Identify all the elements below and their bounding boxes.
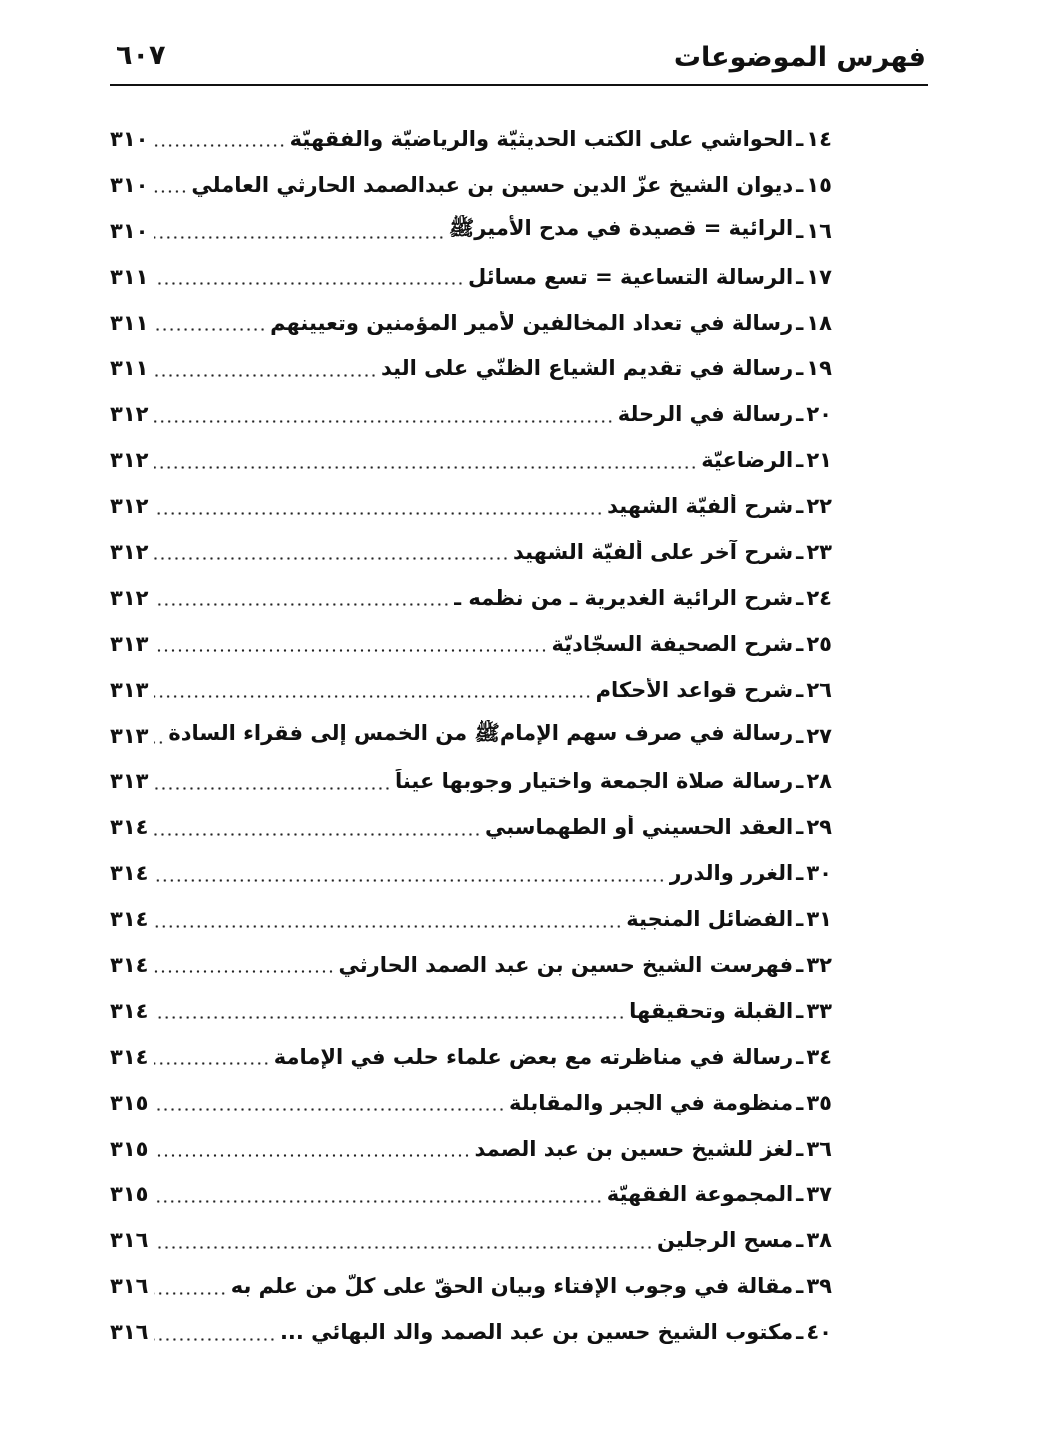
entry-page-number: ٣١٤ — [110, 815, 149, 840]
entry-page-number: ٣١٣ — [110, 677, 149, 702]
toc-entry — [110, 208, 832, 254]
entry-separator: ـ — [796, 769, 804, 794]
toc-entry — [110, 1126, 832, 1172]
entry-separator: ـ — [796, 448, 804, 473]
entry-number: ٣٠ — [806, 861, 832, 886]
entry-separator: ـ — [796, 1274, 804, 1299]
entry-number: ٢٦ — [806, 677, 832, 702]
entry-title: الرضاعيّة — [701, 448, 794, 473]
toc-entry — [110, 300, 832, 346]
entry-page-number: ٣١٣ — [110, 769, 149, 794]
dot-leader — [154, 1338, 276, 1341]
entry-separator: ـ — [796, 1182, 804, 1207]
entry-separator: ـ — [796, 861, 804, 886]
entry-title: رسالة في الرحلة — [617, 402, 794, 427]
toc-entry — [110, 345, 832, 391]
entry-number: ١٩ — [806, 356, 832, 381]
entry-number: ٣٦ — [806, 1136, 832, 1161]
entry-number: ٢٤ — [806, 585, 832, 610]
dot-leader — [154, 787, 391, 790]
dot-leader — [154, 190, 187, 193]
entry-number: ٢٧ — [806, 723, 832, 748]
entry-number: ٤٠ — [806, 1320, 832, 1345]
toc-entry — [110, 1217, 832, 1263]
entry-separator: ـ — [796, 631, 804, 656]
dot-leader — [154, 603, 450, 606]
dot-leader — [154, 970, 334, 973]
entry-page-number: ٣١٤ — [110, 907, 149, 932]
entry-page-number: ٣١٤ — [110, 1044, 149, 1069]
dot-leader — [154, 695, 592, 698]
entry-title: القبلة وتحقيقها — [629, 998, 794, 1023]
toc-entry — [110, 575, 832, 621]
entry-number: ٣٥ — [806, 1090, 832, 1115]
dot-leader — [154, 282, 464, 285]
toc-entry — [110, 162, 832, 208]
entry-page-number: ٣١٣ — [110, 723, 149, 748]
entry-number: ٣٨ — [806, 1228, 832, 1253]
entry-number: ٢٥ — [806, 631, 832, 656]
entry-page-number: ٣١٢ — [110, 494, 149, 519]
entry-number: ٢٢ — [806, 494, 832, 519]
entry-number: ٢٨ — [806, 769, 832, 794]
entry-page-number: ٣١٢ — [110, 539, 149, 564]
toc-entry — [110, 1080, 832, 1126]
entry-separator: ـ — [796, 677, 804, 702]
toc-entry — [110, 254, 832, 300]
toc-entry — [110, 1263, 832, 1309]
toc-entry — [110, 804, 832, 850]
entry-separator: ـ — [796, 1044, 804, 1069]
entry-separator: ـ — [796, 264, 804, 289]
entry-page-number: ٣١١ — [110, 264, 149, 289]
page-header — [110, 36, 928, 86]
dot-leader — [154, 236, 445, 239]
toc-entry — [110, 529, 832, 575]
toc-entry — [110, 942, 832, 988]
running-header-title: فهرس الموضوعات — [673, 42, 926, 73]
dot-leader — [154, 557, 509, 560]
entry-separator: ـ — [796, 952, 804, 977]
entry-number: ٣١ — [806, 907, 832, 932]
entry-number: ١٤ — [806, 126, 832, 151]
dot-leader — [154, 1154, 470, 1157]
entry-page-number: ٣١١ — [110, 310, 149, 335]
entry-title: رسالة في مناظرته مع بعض علماء حلب في الإمامة — [273, 1044, 794, 1069]
entry-title: رسالة صلاة الجمعة واختيار وجوبها عيناً — [394, 769, 794, 794]
entry-number: ٣٩ — [806, 1274, 832, 1299]
entry-title: الرائية = قصيدة في مدح الأميرﷺ — [448, 216, 794, 241]
entry-number: ٢١ — [806, 448, 832, 473]
entry-page-number: ٣١٦ — [110, 1274, 149, 1299]
dot-leader — [154, 1200, 603, 1203]
entry-title: شرح ألفيّة الشهيد — [607, 494, 794, 519]
entry-separator: ـ — [796, 1320, 804, 1345]
entry-separator: ـ — [796, 539, 804, 564]
entry-separator: ـ — [796, 1090, 804, 1115]
entry-separator: ـ — [796, 310, 804, 335]
dot-leader — [154, 1062, 270, 1065]
entry-number: ٢٠ — [806, 402, 832, 427]
dot-leader — [154, 1016, 625, 1019]
entry-separator: ـ — [796, 126, 804, 151]
toc-entry — [110, 1171, 832, 1217]
toc-entry — [110, 116, 832, 162]
entry-page-number: ٣١٠ — [110, 172, 149, 197]
dot-leader — [154, 328, 266, 331]
entry-title: شرح الرائية الغديرية ـ من نظمه ـ — [453, 585, 794, 610]
entry-title: المجموعة الفقهيّة — [606, 1182, 794, 1207]
dot-leader — [154, 466, 697, 469]
toc-entry — [110, 1034, 832, 1080]
dot-leader — [154, 649, 547, 652]
entry-separator: ـ — [796, 723, 804, 748]
toc-entry — [110, 850, 832, 896]
dot-leader — [154, 1108, 505, 1111]
entry-separator: ـ — [796, 402, 804, 427]
toc-entry — [110, 483, 832, 529]
entry-separator: ـ — [796, 907, 804, 932]
toc-entry — [110, 437, 832, 483]
toc-entry — [110, 988, 832, 1034]
entry-page-number: ٣١٠ — [110, 126, 149, 151]
entry-separator: ـ — [796, 494, 804, 519]
dot-leader — [154, 833, 481, 836]
toc-entry — [110, 621, 832, 667]
entry-page-number: ٣١٠ — [110, 218, 149, 243]
entry-page-number: ٣١٤ — [110, 861, 149, 886]
entry-number: ١٥ — [806, 172, 832, 197]
entry-page-number: ٣١١ — [110, 356, 149, 381]
entry-page-number: ٣١٥ — [110, 1182, 149, 1207]
entry-title: رسالة في صرف سهم الإمامﷺ من الخمس إلى فقراء السادة — [168, 721, 794, 746]
toc-entry — [110, 1309, 832, 1355]
entry-page-number: ٣١٦ — [110, 1320, 149, 1345]
entry-number: ٣٢ — [806, 952, 832, 977]
entry-separator: ـ — [796, 585, 804, 610]
entry-separator: ـ — [796, 218, 804, 243]
entry-title: فهرست الشيخ حسين بن عبد الصمد الحارثي — [338, 952, 794, 977]
entry-title: مقالة في وجوب الإفتاء وبيان الحقّ على كلّ من علم به — [230, 1274, 794, 1299]
entry-page-number: ٣١٤ — [110, 998, 149, 1023]
entry-title: الغرر والدرر — [669, 861, 794, 886]
entry-number: ٢٣ — [806, 539, 832, 564]
entry-title: ديوان الشيخ عزّ الدين حسين بن عبدالصمد الحارثي العاملي — [191, 172, 794, 197]
entry-title: رسالة في تعداد المخالفين لأمير المؤمنين وتعيينهم — [270, 310, 794, 335]
dot-leader — [154, 1246, 653, 1249]
entry-page-number: ٣١٢ — [110, 585, 149, 610]
entry-number: ١٧ — [806, 264, 832, 289]
dot-leader — [154, 144, 286, 147]
entry-separator: ـ — [796, 1136, 804, 1161]
entry-title: الحواشي على الكتب الحديثيّة والرياضيّة والفقهيّة — [289, 126, 794, 151]
page-number: ٦٠٧ — [116, 40, 166, 71]
entry-page-number: ٣١٥ — [110, 1090, 149, 1115]
entry-title: مسح الرجلين — [657, 1228, 794, 1253]
entry-title: شرح الصحيفة السجّاديّة — [551, 631, 794, 656]
entry-number: ١٦ — [806, 218, 832, 243]
toc-entry — [110, 391, 832, 437]
entry-title: منظومة في الجبر والمقابلة — [509, 1090, 794, 1115]
toc-entry — [110, 758, 832, 804]
entry-separator: ـ — [796, 815, 804, 840]
entry-separator: ـ — [796, 1228, 804, 1253]
dot-leader — [154, 512, 603, 515]
entry-page-number: ٣١٦ — [110, 1228, 149, 1253]
dot-leader — [154, 420, 614, 423]
entry-number: ١٨ — [806, 310, 832, 335]
entry-title: شرح قواعد الأحكام — [595, 677, 794, 702]
entry-title: رسالة في تقديم الشياع الظنّي على اليد — [381, 356, 794, 381]
entry-page-number: ٣١٥ — [110, 1136, 149, 1161]
entry-title: الرسالة التساعية = تسع مسائل — [467, 264, 794, 289]
dot-leader — [154, 879, 665, 882]
dot-leader — [154, 925, 622, 928]
entry-page-number: ٣١٢ — [110, 448, 149, 473]
toc-entry — [110, 896, 832, 942]
entry-title: مكتوب الشيخ حسين بن عبد الصمد والد البهائي ... — [279, 1320, 794, 1345]
entry-page-number: ٣١٤ — [110, 952, 149, 977]
entry-title: الفضائل المنجية — [626, 907, 794, 932]
entry-separator: ـ — [796, 172, 804, 197]
toc-entry — [110, 713, 832, 759]
table-of-contents — [110, 116, 832, 1355]
entry-title: لغز للشيخ حسين بن عبد الصمد — [474, 1136, 794, 1161]
entry-separator: ـ — [796, 356, 804, 381]
toc-entry — [110, 667, 832, 713]
entry-number: ٢٩ — [806, 815, 832, 840]
entry-separator: ـ — [796, 998, 804, 1023]
entry-number: ٣٧ — [806, 1182, 832, 1207]
entry-page-number: ٣١٣ — [110, 631, 149, 656]
entry-number: ٣٤ — [806, 1044, 832, 1069]
entry-title: العقد الحسيني أو الطهماسبي — [484, 815, 794, 840]
entry-number: ٣٣ — [806, 998, 832, 1023]
dot-leader — [154, 374, 377, 377]
entry-title: شرح آخر على ألفيّة الشهيد — [512, 539, 794, 564]
dot-leader — [154, 1292, 227, 1295]
entry-page-number: ٣١٢ — [110, 402, 149, 427]
dot-leader — [154, 741, 164, 744]
